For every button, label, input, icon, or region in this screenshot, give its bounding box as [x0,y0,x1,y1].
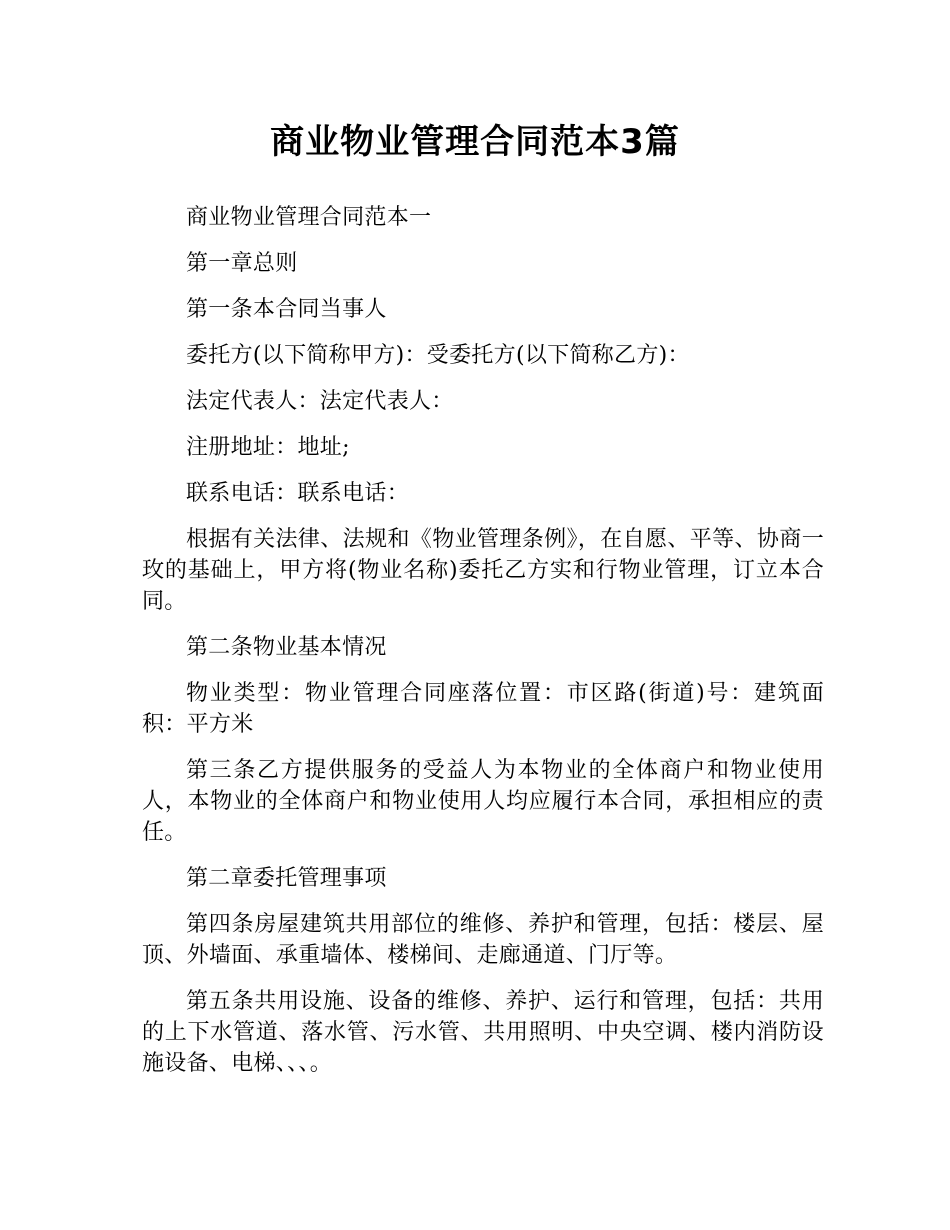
paragraph-article-5: 第五条共用设施、设备的维修、养护、运行和管理，包括：共用的上下水管道、落水管、污水管、共用照明、中央空调、楼内消防设施设备、电梯、、、。 [142,989,824,1076]
paragraph-chapter-heading: 第一章总则 [186,251,298,276]
paragraph-article-3: 第三条乙方提供服务的受益人为本物业的全体商户和物业使用人，本物业的全体商户和物业使用人均应履行本合同，承担相应的责任。 [142,758,824,845]
document-body [142,202,824,1094]
paragraph-article-4: 第四条房屋建筑共用部位的维修、养护和管理，包括：楼层、屋顶、外墙面、承重墙体、楼梯间、走廊通道、门厅等。 [142,912,824,968]
paragraph-legal-representative: 法定代表人：法定代表人： [186,389,454,414]
paragraph-registered-address: 注册地址：地址; [186,435,350,460]
paragraph-article-2: 第二条物业基本情况 [186,635,387,660]
paragraph-section-heading: 商业物业管理合同范本一 [186,205,432,230]
paragraph-article-1: 第一条本合同当事人 [186,297,387,322]
document-title: 商业物业管理合同范本3篇 [270,122,680,162]
paragraph-property-type: 物业类型：物业管理合同座落位置：市区路(街道)号：建筑面积：平方米 [142,681,824,737]
paragraph-preamble: 根据有关法律、法规和《物业管理条例》，在自愿、平等、协商一玫的基础上，甲方将(物业名称)委托乙方实和行物业管理，订立本合同。 [142,527,824,614]
paragraph-chapter-2-heading: 第二章委托管理事项 [186,866,387,891]
paragraph-contact-phone: 联系电话：联系电话： [186,481,410,506]
paragraph-parties: 委托方(以下简称甲方)：受委托方(以下简称乙方)： [186,343,690,368]
